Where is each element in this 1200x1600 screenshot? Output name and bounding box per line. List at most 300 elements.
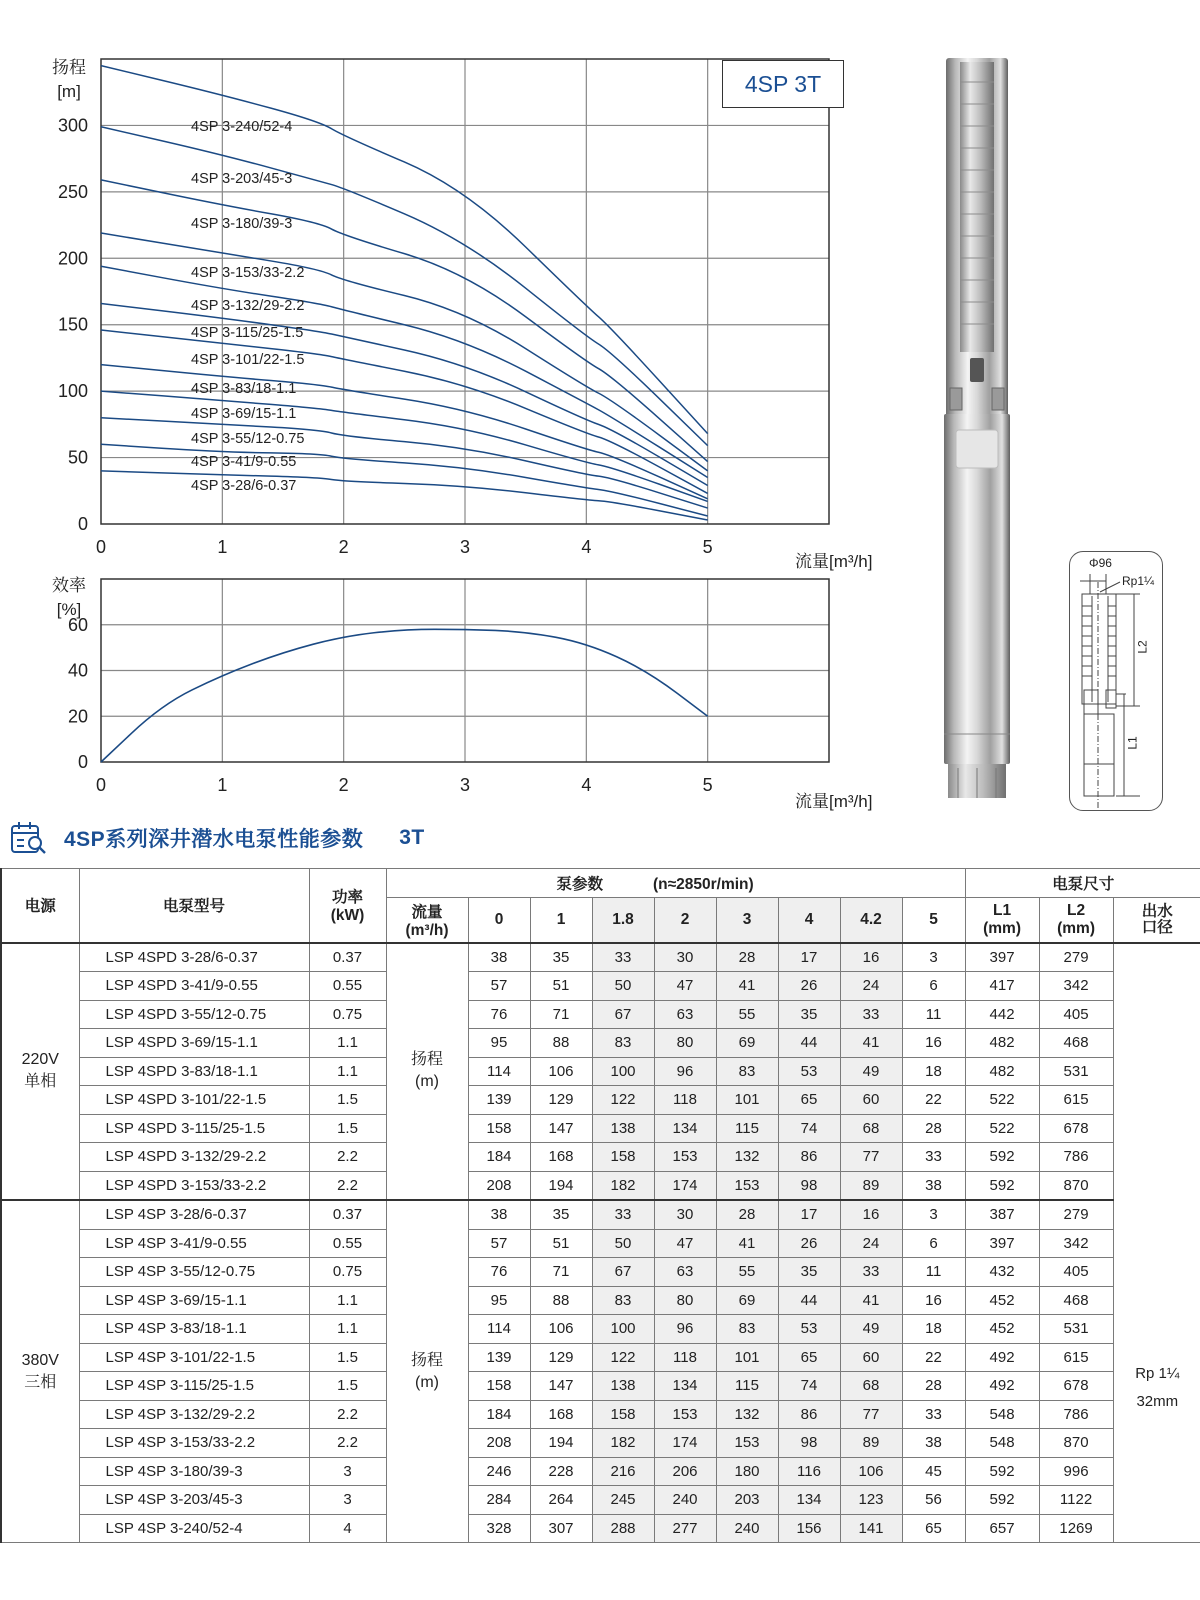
power-cell: 1.5 [309,1343,386,1372]
power-cell: 1.5 [309,1086,386,1115]
head-value-cell: 55 [716,1000,778,1029]
head-value-cell: 53 [778,1057,840,1086]
head-label-cell: 扬程 (m) [386,1200,468,1543]
l2-cell: 468 [1039,1029,1113,1058]
dimension-drawing-outline [1070,552,1162,810]
efficiency-y-tick: 20 [67,706,88,727]
l2-cell: 279 [1039,943,1113,972]
head-value-cell: 208 [468,1171,530,1200]
efficiency-x-tick: 3 [459,775,471,795]
head-y-axis-label [52,56,86,104]
l2-cell: 342 [1039,1229,1113,1258]
head-value-cell: 264 [530,1486,592,1515]
head-x-tick: 4 [581,537,592,557]
head-y-tick: 0 [77,514,88,534]
head-value-cell: 147 [530,1114,592,1143]
model-cell: LSP 4SP 3-203/45-3 [79,1486,309,1515]
head-value-cell: 65 [778,1086,840,1115]
power-cell: 0.55 [309,1229,386,1258]
l1-label: L1 [1125,736,1140,750]
head-value-cell: 26 [778,1229,840,1258]
head-curve-labels [186,117,316,494]
header-power: 功率 (kW) [309,869,386,943]
model-cell: LSP 4SP 3-132/29-2.2 [79,1400,309,1429]
l1-cell: 592 [965,1171,1039,1200]
head-value-cell: 153 [716,1429,778,1458]
calendar-search-icon [10,820,50,856]
section-heading [10,820,425,856]
head-value-cell: 89 [840,1429,902,1458]
efficiency-curve [101,629,708,762]
head-value-cell: 174 [654,1429,716,1458]
head-value-cell: 68 [840,1114,902,1143]
l1-cell: 482 [965,1057,1039,1086]
head-value-cell: 38 [902,1171,965,1200]
l1-cell: 442 [965,1000,1039,1029]
head-value-cell: 51 [530,1229,592,1258]
head-y-tick: 150 [57,314,88,335]
table-row [1,1400,1200,1429]
model-cell: LSP 4SP 3-28/6-0.37 [79,1200,309,1229]
head-value-cell: 115 [716,1372,778,1401]
power-cell: 3 [309,1457,386,1486]
l2-cell: 615 [1039,1343,1113,1372]
head-value-cell: 106 [840,1457,902,1486]
head-value-cell: 18 [902,1315,965,1344]
pump-product-image [944,54,1010,810]
head-value-cell: 51 [530,972,592,1001]
head-value-cell: 35 [530,943,592,972]
head-value-cell: 83 [716,1057,778,1086]
section-title-text: 4SP系列深井潜水电泵性能参数 [64,828,364,851]
head-value-cell: 63 [654,1258,716,1287]
model-cell: LSP 4SP 3-41/9-0.55 [79,1229,309,1258]
header-pump-params: 泵参数 (n≈2850r/min) [386,869,965,898]
efficiency-chart-grid [101,579,829,762]
diameter-label: Φ96 [1089,556,1112,570]
head-value-cell: 74 [778,1372,840,1401]
l1-cell: 548 [965,1429,1039,1458]
head-value-cell: 16 [840,943,902,972]
head-value-cell: 100 [592,1057,654,1086]
table-row [1,1486,1200,1515]
table-row [1,1457,1200,1486]
header-flow-point: 1 [530,897,592,943]
head-value-cell: 184 [468,1400,530,1429]
head-curve-label: 4SP 3-41/9-0.55 [191,454,297,470]
head-value-cell: 77 [840,1400,902,1429]
head-value-cell: 33 [902,1400,965,1429]
head-value-cell: 158 [592,1143,654,1172]
l2-cell: 531 [1039,1315,1113,1344]
power-cell: 1.5 [309,1372,386,1401]
head-value-cell: 71 [530,1258,592,1287]
head-value-cell: 33 [840,1258,902,1287]
head-value-cell: 16 [902,1029,965,1058]
head-value-cell: 208 [468,1429,530,1458]
head-curve-label: 4SP 3-115/25-1.5 [191,325,304,341]
head-value-cell: 138 [592,1372,654,1401]
efficiency-x-axis-label: 流量[m³/h] [795,792,873,811]
model-cell: LSP 4SP 3-69/15-1.1 [79,1286,309,1315]
head-y-tick: 250 [57,181,88,202]
head-value-cell: 45 [902,1457,965,1486]
model-series-badge: 4SP 3T [722,60,844,108]
power-cell: 2.2 [309,1400,386,1429]
head-value-cell: 11 [902,1258,965,1287]
head-value-cell: 28 [716,943,778,972]
l2-cell: 678 [1039,1114,1113,1143]
power-cell: 1.1 [309,1029,386,1058]
l1-cell: 387 [965,1200,1039,1229]
head-value-cell: 71 [530,1000,592,1029]
head-value-cell: 206 [654,1457,716,1486]
head-value-cell: 153 [654,1400,716,1429]
power-cell: 2.2 [309,1143,386,1172]
l1-cell: 522 [965,1114,1039,1143]
head-value-cell: 115 [716,1114,778,1143]
power-cell: 1.1 [309,1315,386,1344]
model-cell: LSP 4SP 3-240/52-4 [79,1514,309,1543]
table-row [1,972,1200,1001]
model-cell: LSP 4SPD 3-101/22-1.5 [79,1086,309,1115]
dimension-drawing [1069,551,1163,811]
model-cell: LSP 4SPD 3-153/33-2.2 [79,1171,309,1200]
head-value-cell: 132 [716,1400,778,1429]
performance-spec-table [0,868,1200,1543]
power-cell: 1.5 [309,1114,386,1143]
model-cell: LSP 4SPD 3-55/12-0.75 [79,1000,309,1029]
model-cell: LSP 4SP 3-101/22-1.5 [79,1343,309,1372]
l2-cell: 405 [1039,1258,1113,1287]
table-row [1,1229,1200,1258]
head-value-cell: 30 [654,1200,716,1229]
head-value-cell: 100 [592,1315,654,1344]
l2-cell: 786 [1039,1400,1113,1429]
l1-cell: 397 [965,1229,1039,1258]
l2-cell: 531 [1039,1057,1113,1086]
head-value-cell: 95 [468,1029,530,1058]
l1-cell: 592 [965,1457,1039,1486]
head-value-cell: 53 [778,1315,840,1344]
head-value-cell: 38 [902,1429,965,1458]
header-flow: 流量 (m³/h) [386,897,468,943]
head-value-cell: 22 [902,1086,965,1115]
head-value-cell: 96 [654,1057,716,1086]
head-value-cell: 89 [840,1171,902,1200]
head-curve-label: 4SP 3-240/52-4 [191,119,293,135]
table-row [1,1343,1200,1372]
l1-cell: 592 [965,1486,1039,1515]
l1-cell: 452 [965,1315,1039,1344]
head-y-tick: 300 [57,115,88,136]
head-value-cell: 101 [716,1086,778,1115]
head-curve-label: 4SP 3-69/15-1.1 [191,406,297,422]
head-value-cell: 106 [530,1057,592,1086]
power-cell: 0.75 [309,1258,386,1287]
head-x-tick: 2 [338,537,349,557]
efficiency-y-tick: 60 [67,614,88,635]
head-y-label-text: 扬程 [52,58,86,77]
header-flow-point: 1.8 [592,897,654,943]
model-cell: LSP 4SPD 3-28/6-0.37 [79,943,309,972]
head-value-cell: 139 [468,1343,530,1372]
table-row [1,943,1200,972]
l2-cell: 870 [1039,1429,1113,1458]
head-value-cell: 129 [530,1343,592,1372]
head-value-cell: 141 [840,1514,902,1543]
outlet-thread-label: Rp1¼ [1122,574,1155,588]
head-value-cell: 158 [468,1372,530,1401]
efficiency-y-axis-label [52,574,86,622]
table-row [1,1286,1200,1315]
table-row [1,1200,1200,1229]
power-source-cell: 380V 三相 [1,1200,79,1543]
efficiency-x-tick: 1 [217,775,228,795]
head-value-cell: 24 [840,972,902,1001]
head-value-cell: 98 [778,1429,840,1458]
table-row [1,1000,1200,1029]
head-label-cell: 扬程 (m) [386,943,468,1201]
head-x-tick: 3 [459,537,471,557]
l1-cell: 548 [965,1400,1039,1429]
table-row [1,1057,1200,1086]
head-value-cell: 76 [468,1258,530,1287]
head-value-cell: 33 [592,943,654,972]
head-value-cell: 174 [654,1171,716,1200]
header-row-1 [1,869,1200,898]
head-value-cell: 114 [468,1057,530,1086]
head-value-cell: 216 [592,1457,654,1486]
efficiency-x-tick: 0 [95,775,107,795]
head-value-cell: 74 [778,1114,840,1143]
head-value-cell: 83 [592,1029,654,1058]
l2-cell: 786 [1039,1143,1113,1172]
l2-cell: 405 [1039,1000,1113,1029]
head-value-cell: 63 [654,1000,716,1029]
outlet-size-cell: Rp 1¼ 32mm [1113,943,1200,1543]
head-value-cell: 33 [902,1143,965,1172]
model-cell: LSP 4SP 3-180/39-3 [79,1457,309,1486]
head-value-cell: 16 [840,1200,902,1229]
head-value-cell: 11 [902,1000,965,1029]
head-value-cell: 80 [654,1029,716,1058]
head-value-cell: 60 [840,1343,902,1372]
head-value-cell: 240 [716,1514,778,1543]
head-value-cell: 147 [530,1372,592,1401]
l2-cell: 1269 [1039,1514,1113,1543]
head-value-cell: 245 [592,1486,654,1515]
head-curve-label: 4SP 3-180/39-3 [191,216,293,232]
head-value-cell: 138 [592,1114,654,1143]
head-value-cell: 153 [654,1143,716,1172]
head-y-tick: 100 [57,381,88,402]
header-flow-point: 4.2 [840,897,902,943]
head-value-cell: 47 [654,1229,716,1258]
head-value-cell: 122 [592,1343,654,1372]
table-row [1,1114,1200,1143]
model-cell: LSP 4SP 3-83/18-1.1 [79,1315,309,1344]
head-x-axis-label: 流量[m³/h] [795,552,873,571]
head-value-cell: 35 [778,1000,840,1029]
head-value-cell: 38 [468,1200,530,1229]
table-row [1,1171,1200,1200]
head-curve-label: 4SP 3-55/12-0.75 [191,431,305,447]
head-x-tick: 0 [95,537,107,557]
header-flow-point: 3 [716,897,778,943]
head-value-cell: 88 [530,1029,592,1058]
table-row [1,1514,1200,1543]
head-value-cell: 33 [840,1000,902,1029]
head-value-cell: 17 [778,943,840,972]
l1-cell: 492 [965,1343,1039,1372]
head-value-cell: 328 [468,1514,530,1543]
model-cell: LSP 4SP 3-115/25-1.5 [79,1372,309,1401]
table-row [1,1429,1200,1458]
l2-cell: 342 [1039,972,1113,1001]
efficiency-y-tick: 0 [77,752,88,772]
model-cell: LSP 4SPD 3-69/15-1.1 [79,1029,309,1058]
efficiency-chart [0,570,910,810]
head-value-cell: 158 [468,1114,530,1143]
head-value-cell: 122 [592,1086,654,1115]
l1-cell: 432 [965,1258,1039,1287]
head-value-cell: 277 [654,1514,716,1543]
power-cell: 0.37 [309,943,386,972]
head-value-cell: 41 [716,1229,778,1258]
l1-cell: 417 [965,972,1039,1001]
header-flow-point: 5 [902,897,965,943]
head-value-cell: 6 [902,1229,965,1258]
header-l2: L2 (mm) [1039,897,1113,943]
l1-cell: 452 [965,1286,1039,1315]
head-curve-label: 4SP 3-28/6-0.37 [191,478,297,494]
head-value-cell: 56 [902,1486,965,1515]
head-curve-label: 4SP 3-203/45-3 [191,171,293,187]
head-value-cell: 153 [716,1171,778,1200]
head-value-cell: 50 [592,972,654,1001]
head-value-cell: 182 [592,1429,654,1458]
head-value-cell: 134 [654,1114,716,1143]
head-value-cell: 139 [468,1086,530,1115]
head-value-cell: 158 [592,1400,654,1429]
l1-cell: 657 [965,1514,1039,1543]
head-value-cell: 156 [778,1514,840,1543]
head-value-cell: 28 [902,1114,965,1143]
power-source-cell: 220V 单相 [1,943,79,1201]
head-value-cell: 65 [902,1514,965,1543]
head-value-cell: 55 [716,1258,778,1287]
head-value-cell: 41 [840,1286,902,1315]
head-value-cell: 76 [468,1000,530,1029]
table-row [1,1029,1200,1058]
head-value-cell: 123 [840,1486,902,1515]
power-cell: 2.2 [309,1171,386,1200]
efficiency-y-label-text: 效率 [52,576,86,595]
header-flow-point: 0 [468,897,530,943]
head-value-cell: 240 [654,1486,716,1515]
head-value-cell: 3 [902,943,965,972]
model-cell: LSP 4SP 3-153/33-2.2 [79,1429,309,1458]
power-cell: 2.2 [309,1429,386,1458]
efficiency-chart-axes [68,615,713,795]
l2-cell: 996 [1039,1457,1113,1486]
model-cell: LSP 4SPD 3-83/18-1.1 [79,1057,309,1086]
head-value-cell: 86 [778,1143,840,1172]
table-row [1,1086,1200,1115]
table-row [1,1143,1200,1172]
table-row [1,1372,1200,1401]
head-value-cell: 35 [778,1258,840,1287]
header-power-source: 电源 [1,869,79,943]
head-value-cell: 41 [716,972,778,1001]
table-row [1,1315,1200,1344]
head-value-cell: 284 [468,1486,530,1515]
power-cell: 0.37 [309,1200,386,1229]
head-value-cell: 33 [592,1200,654,1229]
head-value-cell: 68 [840,1372,902,1401]
table-row [1,1258,1200,1287]
head-value-cell: 57 [468,1229,530,1258]
head-value-cell: 228 [530,1457,592,1486]
head-value-cell: 24 [840,1229,902,1258]
head-value-cell: 114 [468,1315,530,1344]
head-value-cell: 98 [778,1171,840,1200]
head-curve-label: 4SP 3-153/33-2.2 [191,265,305,281]
model-cell: LSP 4SPD 3-132/29-2.2 [79,1143,309,1172]
head-value-cell: 129 [530,1086,592,1115]
header-l1: L1 (mm) [965,897,1039,943]
head-value-cell: 38 [468,943,530,972]
head-y-label-unit: [m] [57,82,81,101]
head-curve-label: 4SP 3-101/22-1.5 [191,352,305,368]
head-value-cell: 28 [716,1200,778,1229]
head-y-tick: 200 [57,248,88,269]
head-value-cell: 246 [468,1457,530,1486]
head-value-cell: 168 [530,1400,592,1429]
head-value-cell: 41 [840,1029,902,1058]
efficiency-x-tick: 5 [702,775,713,795]
header-dimensions: 电泵尺寸 [965,869,1200,898]
model-cell: LSP 4SP 3-55/12-0.75 [79,1258,309,1287]
head-value-cell: 132 [716,1143,778,1172]
head-value-cell: 118 [654,1086,716,1115]
head-value-cell: 77 [840,1143,902,1172]
l1-cell: 492 [965,1372,1039,1401]
head-value-cell: 60 [840,1086,902,1115]
efficiency-x-tick: 4 [581,775,592,795]
head-value-cell: 65 [778,1343,840,1372]
head-value-cell: 44 [778,1029,840,1058]
head-value-cell: 83 [716,1315,778,1344]
head-value-cell: 194 [530,1171,592,1200]
head-value-cell: 6 [902,972,965,1001]
head-value-cell: 95 [468,1286,530,1315]
head-curve-label: 4SP 3-132/29-2.2 [191,298,305,314]
head-value-cell: 182 [592,1171,654,1200]
head-value-cell: 203 [716,1486,778,1515]
head-value-cell: 88 [530,1286,592,1315]
head-value-cell: 168 [530,1143,592,1172]
head-value-cell: 47 [654,972,716,1001]
head-value-cell: 194 [530,1429,592,1458]
head-value-cell: 184 [468,1143,530,1172]
l2-cell: 870 [1039,1171,1113,1200]
l1-cell: 482 [965,1029,1039,1058]
head-x-tick: 5 [702,537,713,557]
head-value-cell: 30 [654,943,716,972]
head-value-cell: 49 [840,1057,902,1086]
